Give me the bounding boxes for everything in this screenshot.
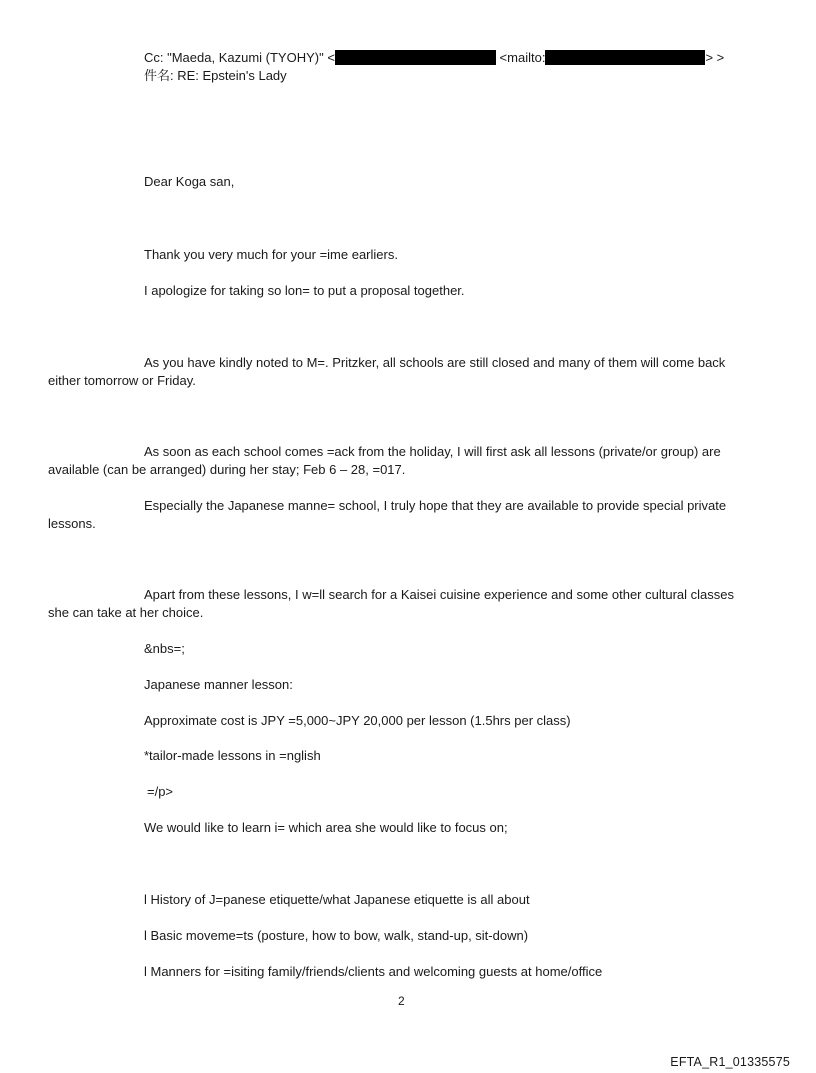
greeting: Dear Koga san, (144, 174, 235, 189)
paragraph-line: As soon as each school comes =ack from the holiday, I will first ask all lessons (private/or group) are (144, 444, 721, 459)
bullet-item: l Basic moveme=ts (posture, how to bow, walk, stand-up, sit-down) (144, 928, 529, 943)
cc-suffix: > > (705, 50, 725, 65)
bullet-item: l History of J=panese etiquette/what Japanese etiquette is all about (144, 892, 530, 907)
paragraph-line: either tomorrow or Friday. (48, 373, 196, 388)
paragraph: Thank you very much for your =ime earliers. (144, 247, 398, 262)
cost-line: Approximate cost is JPY =5,000~JPY 20,000 per lesson (1.5hrs per class) (144, 713, 571, 728)
page-number: 2 (398, 994, 405, 1008)
paragraph-line: she can take at her choice. (48, 605, 204, 620)
section-title: Japanese manner lesson: (144, 677, 293, 692)
paragraph-line: As you have kindly noted to M=. Pritzker, all schools are still closed and many of them will come back (144, 355, 726, 370)
paragraph-line: Especially the Japanese manne= school, I truly hope that they are available to provide special private (144, 498, 727, 513)
question-line: We would like to learn i= which area she would like to focus on; (144, 820, 508, 835)
note-line: *tailor-made lessons in =nglish (144, 748, 321, 763)
paragraph-line: available (can be arranged) during her stay; Feb 6 – 28, =017. (48, 462, 406, 477)
cc-line (144, 49, 724, 67)
redaction-box (545, 50, 705, 65)
encoding-artifact: =/p> (147, 784, 174, 799)
redaction-box (335, 50, 496, 65)
paragraph: I apologize for taking so lon= to put a proposal together. (144, 283, 465, 298)
paragraph-line: lessons. (48, 516, 96, 531)
mailto-label: <mailto: (499, 50, 546, 65)
subject-line: 件名: RE: Epstein's Lady (144, 68, 287, 83)
cc-prefix: Cc: "Maeda, Kazumi (TYOHY)" < (144, 50, 335, 65)
bullet-item: l Manners for =isiting family/friends/clients and welcoming guests at home/office (144, 964, 603, 979)
document-id: EFTA_R1_01335575 (670, 1055, 790, 1069)
encoding-artifact: &nbs=; (144, 641, 185, 656)
paragraph-line: Apart from these lessons, I w=ll search for a Kaisei cuisine experience and some other cultural classes (144, 587, 734, 602)
